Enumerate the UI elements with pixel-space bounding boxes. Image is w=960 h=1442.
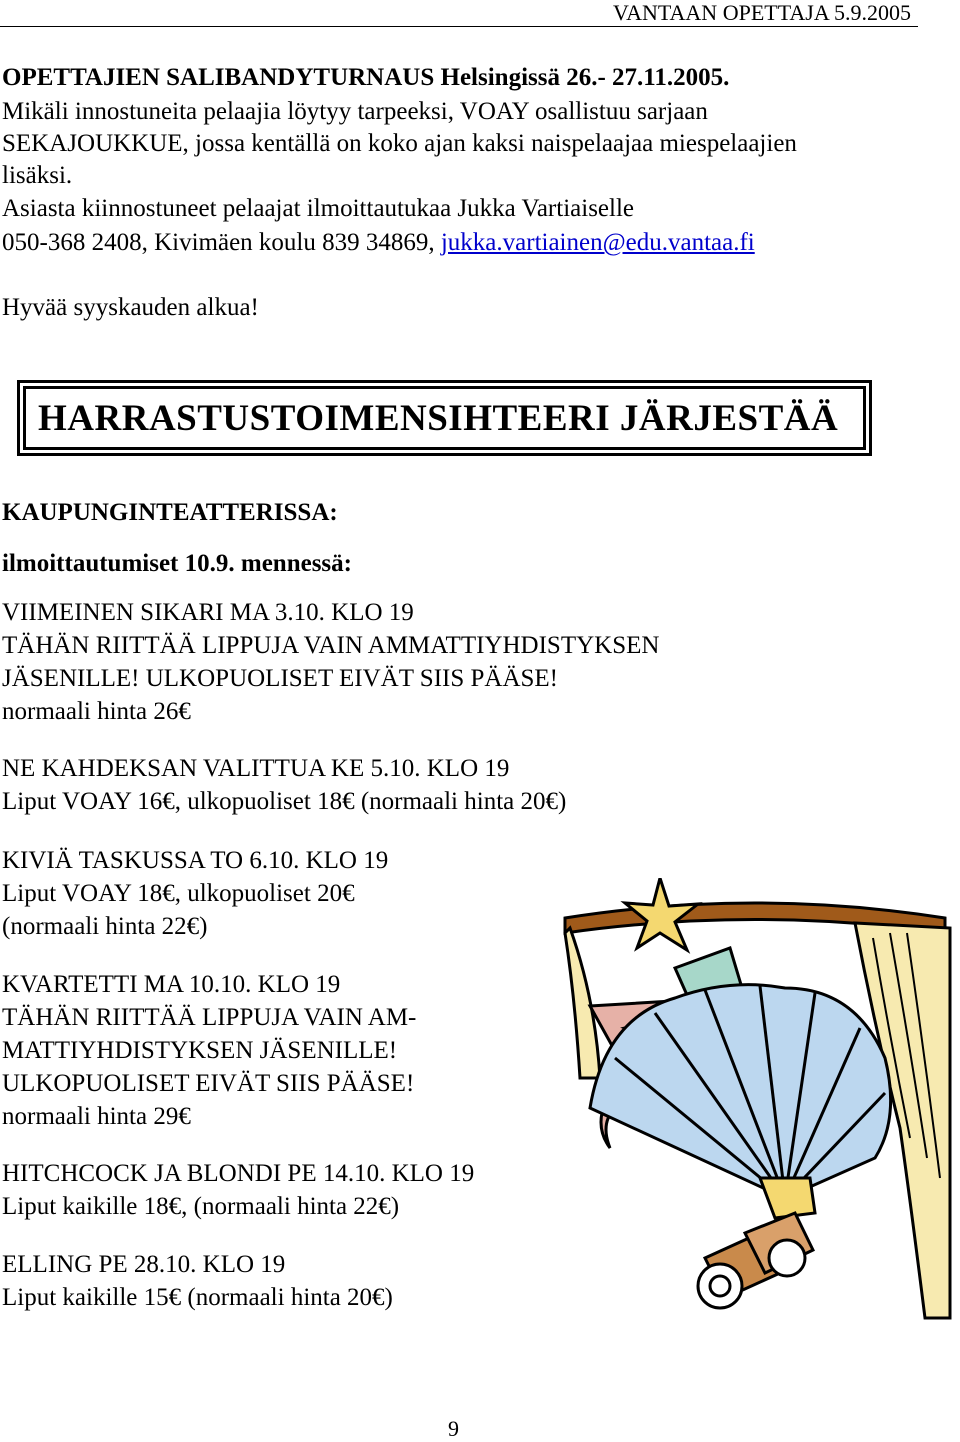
registration-deadline: ilmoittautumiset 10.9. mennessä: bbox=[2, 550, 352, 577]
theatre-clipart bbox=[555, 878, 955, 1338]
event-line: JÄSENILLE! ULKOPUOLISET EIVÄT SIIS PÄÄSE! bbox=[2, 665, 559, 692]
intro-line: SEKAJOUKKUE, jossa kentällä on koko ajan kaksi naispelaajaa miespelaajien bbox=[2, 130, 797, 157]
section-heading: KAUPUNGINTEATTERISSA: bbox=[2, 499, 338, 526]
binoculars-icon bbox=[698, 1213, 813, 1308]
intro-line: Asiasta kiinnostuneet pelaajat ilmoittautukaa Jukka Vartiaiselle bbox=[2, 195, 635, 222]
event-line: ULKOPUOLISET EIVÄT SIIS PÄÄSE! bbox=[2, 1070, 415, 1097]
event-line: Liput kaikille 18€, (normaali hinta 22€) bbox=[2, 1193, 400, 1220]
greeting: Hyvää syyskauden alkua! bbox=[2, 294, 259, 321]
event-line: ELLING PE 28.10. KLO 19 bbox=[2, 1251, 286, 1278]
event-line: normaali hinta 29€ bbox=[2, 1103, 191, 1130]
event-line: Liput kaikille 15€ (normaali hinta 20€) bbox=[2, 1284, 393, 1311]
event-line: VIIMEINEN SIKARI MA 3.10. KLO 19 bbox=[2, 599, 414, 626]
fan-icon bbox=[590, 985, 891, 1218]
event-line: KIVIÄ TASKUSSA TO 6.10. KLO 19 bbox=[2, 847, 389, 874]
event-line: KVARTETTI MA 10.10. KLO 19 bbox=[2, 971, 341, 998]
event-line: TÄHÄN RIITTÄÄ LIPPUJA VAIN AMMATTIYHDISTYKSEN bbox=[2, 632, 660, 659]
salibandy-title: OPETTAJIEN SALIBANDYTURNAUS Helsingissä 26.- 27.11.2005. bbox=[2, 64, 730, 91]
event-line: (normaali hinta 22€) bbox=[2, 913, 208, 940]
intro-line: Mikäli innostuneita pelaajia löytyy tarpeeksi, VOAY osallistuu sarjaan bbox=[2, 98, 708, 125]
event-line: MATTIYHDISTYKSEN JÄSENILLE! bbox=[2, 1037, 398, 1064]
event-line: Liput VOAY 18€, ulkopuoliset 20€ bbox=[2, 880, 355, 907]
intro-line: lisäksi. bbox=[2, 162, 73, 189]
contact-phones: 050-368 2408, Kivimäen koulu 839 34869, bbox=[2, 229, 441, 256]
banner-title: HARRASTUSTOIMENSIHTEERI JÄRJESTÄÄ bbox=[38, 398, 839, 439]
event-line: NE KAHDEKSAN VALITTUA KE 5.10. KLO 19 bbox=[2, 755, 510, 782]
page-number: 9 bbox=[448, 1416, 459, 1441]
running-header: VANTAAN OPETTAJA 5.9.2005 bbox=[613, 0, 911, 25]
contact-line bbox=[2, 227, 755, 259]
event-line: HITCHCOCK JA BLONDI PE 14.10. KLO 19 bbox=[2, 1160, 475, 1187]
curtain-left bbox=[565, 928, 600, 1078]
email-link[interactable]: jukka.vartiainen@edu.vantaa.fi bbox=[440, 229, 755, 256]
event-line: TÄHÄN RIITTÄÄ LIPPUJA VAIN AM- bbox=[2, 1004, 417, 1031]
header-rule bbox=[0, 26, 918, 27]
banner-box bbox=[17, 380, 872, 456]
event-line: Liput VOAY 16€, ulkopuoliset 18€ (normaali hinta 20€) bbox=[2, 788, 567, 815]
event-line: normaali hinta 26€ bbox=[2, 698, 191, 725]
